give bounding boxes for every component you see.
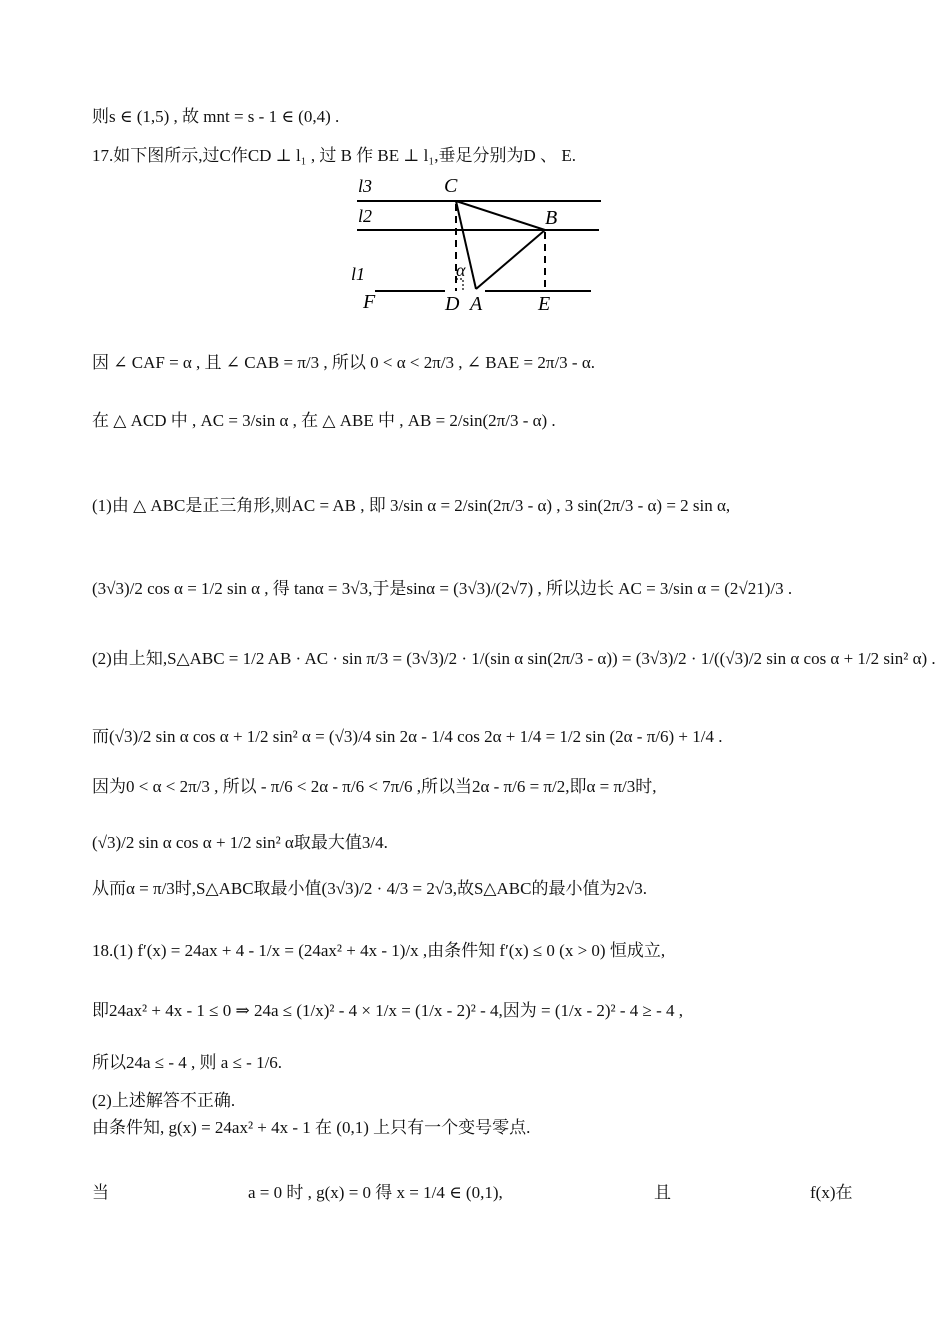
right-angle-mark — [456, 279, 463, 291]
text-a-zero: a = 0 时 , g(x) = 0 得 x = 1/4 ∈ (0,1), — [248, 1183, 503, 1202]
label-A: A — [470, 293, 483, 315]
text-line-8: 因为0 < α < 2π/3 , 所以 - π/6 < 2α - π/6 < 7π/6 ,所以当2α - π/6 = π/2,即α = π/3时, — [92, 777, 657, 796]
segment-CB — [456, 201, 545, 230]
text-line-9: (√3)/2 sin α cos α + 1/2 sin² α取最大值3/4. — [92, 833, 388, 852]
text-dang: 当 — [92, 1183, 109, 1202]
text-line-1: 17.如下图所示,过C作CD ⊥ l₁ , 过 B 作 BE ⊥ l₁,垂足分别为D 、 E. — [92, 146, 576, 165]
text-line-5: (3√3)/2 cos α = 1/2 sin α , 得 tanα = 3√3,于是sinα = (3√3)/(2√7) , 所以边长 AC = 3/sin α = (2√21)/3 . — [92, 579, 793, 598]
text-line-7: 而(√3)/2 sin α cos α + 1/2 sin² α = (√3)/4 sin 2α - 1/4 cos 2α + 1/4 = 1/2 sin (2α - π/6) + 1/4 . — [92, 727, 723, 746]
text-line-12: 即24ax² + 4x - 1 ≤ 0 ⇒ 24a ≤ (1/x)² - 4 × 1/x = (1/x - 2)² - 4,因为 = (1/x - 2)² - 4 ≥ - 4 , — [92, 1001, 684, 1020]
text-line-6: (2)由上知,S△ABC = 1/2 AB · AC · sin π/3 = (3√3)/2 · 1/(sin α sin(2π/3 - α)) = (3√3)/2 · 1/((√3)/2 sin α cos α + 1/2 sin² α) . — [92, 649, 936, 668]
geometry-diagram — [345, 172, 605, 320]
segment-AB — [476, 230, 545, 289]
label-C: C — [444, 175, 458, 197]
text-fx: f(x)在 — [810, 1183, 853, 1202]
label-l2: l2 — [358, 206, 373, 226]
label-B: B — [545, 207, 558, 229]
label-E: E — [538, 293, 551, 315]
text-line-0: 则s ∈ (1,5) , 故 mnt = s - 1 ∈ (0,4) . — [92, 107, 340, 126]
text-line-13: 所以24a ≤ - 4 , 则 a ≤ - 1/6. — [92, 1053, 283, 1072]
text-line-10: 从而α = π/3时,S△ABC取最小值(3√3)/2 · 4/3 = 2√3,故S△ABC的最小值为2√3. — [92, 879, 648, 898]
text-line-14: (2)上述解答不正确. — [92, 1091, 236, 1110]
text-line-15: 由条件知, g(x) = 24ax² + 4x - 1 在 (0,1) 上只有一个变号零点. — [92, 1118, 531, 1137]
text-qie: 且 — [654, 1183, 671, 1202]
label-D: D — [445, 293, 460, 315]
text-line-11: 18.(1) f′(x) = 24ax + 4 - 1/x = (24ax² + 4x - 1)/x ,由条件知 f′(x) ≤ 0 (x > 0) 恒成立, — [92, 941, 666, 960]
label-alpha: α — [456, 260, 466, 280]
text-line-3: 在 △ ACD 中 , AC = 3/sin α , 在 △ ABE 中 , AB = 2/sin(2π/3 - α) . — [92, 411, 556, 430]
label-l1: l1 — [351, 264, 366, 284]
text-line-4: (1)由 △ ABC是正三角形,则AC = AB , 即 3/sin α = 2/sin(2π/3 - α) , 3 sin(2π/3 - α) = 2 sin α, — [92, 496, 731, 515]
label-F: F — [363, 291, 376, 313]
text-line-2: 因 ∠ CAF = α , 且 ∠ CAB = π/3 , 所以 0 < α < 2π/3 , ∠ BAE = 2π/3 - α. — [92, 353, 595, 372]
label-l3: l3 — [358, 176, 373, 196]
